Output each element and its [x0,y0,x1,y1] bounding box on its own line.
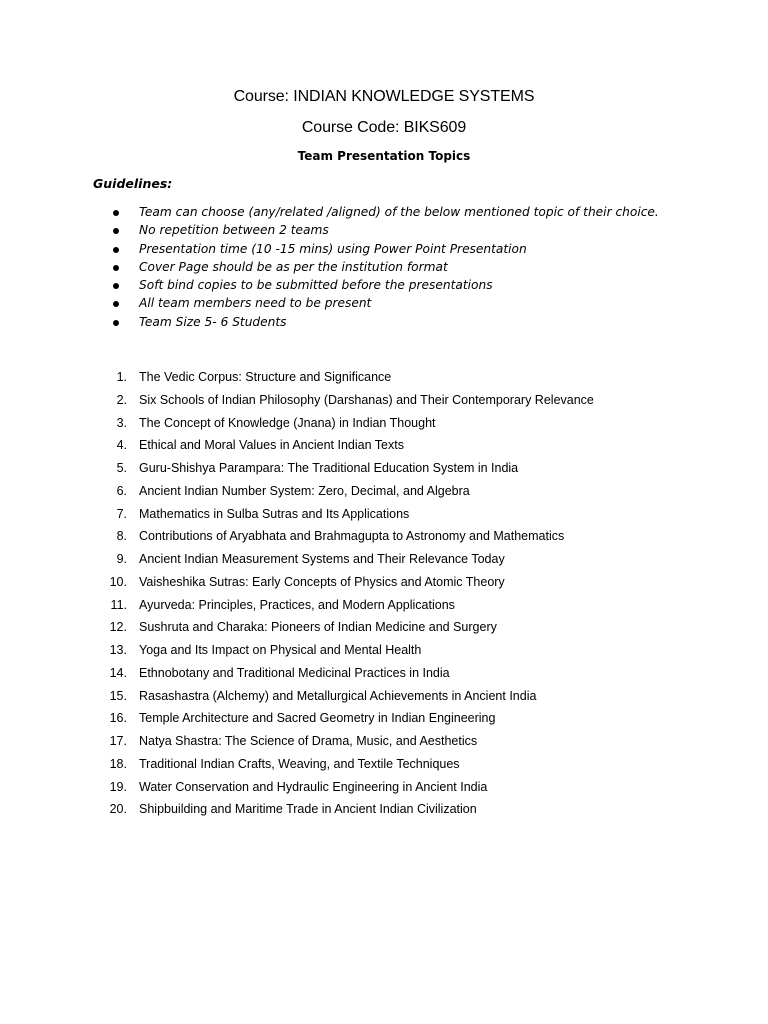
topic-number: 1. [116,370,127,384]
topic-number: 5. [116,461,127,475]
topic-title: Ancient Indian Number System: Zero, Decimal, and Algebra [139,483,470,498]
guideline-text: Team can choose (any/related /aligned) of the below mentioned topic of their choice. [139,205,659,219]
topic-number: 18. [109,756,127,771]
topic-title: Rasashastra (Alchemy) and Metallurgical Achievements in Ancient India [139,688,537,703]
bullet-icon [113,247,119,253]
topic-number: 15. [109,688,127,703]
topic-title: Six Schools of Indian Philosophy (Darshanas) and Their Contemporary Relevance [139,392,594,407]
topic-number: 9. [116,552,127,566]
bullet-icon [113,283,119,289]
guideline-text: Presentation time (10 -15 mins) using Power Point Presentation [139,241,527,256]
topic-number: 12. [109,620,127,635]
guideline-text: No repetition between 2 teams [139,223,329,238]
bullet-icon [113,210,119,216]
topic-number: 3. [116,415,127,430]
course-title: Course: INDIAN KNOWLEDGE SYSTEMS [233,88,535,105]
bullet-icon [113,320,119,326]
topic-title: Ethnobotany and Traditional Medicinal Practices in India [139,665,450,680]
page-subtitle: Team Presentation Topics [297,149,471,163]
bullet-icon [113,228,119,234]
topic-title: The Vedic Corpus: Structure and Significance [139,370,392,384]
topic-number: 4. [116,438,127,453]
topic-title: Mathematics in Sulba Sutras and Its Applications [139,506,410,521]
bullet-icon [113,301,119,307]
topic-title: Vaisheshika Sutras: Early Concepts of Physics and Atomic Theory [139,574,505,589]
topic-title: Yoga and Its Impact on Physical and Mental Health [139,643,422,657]
topic-title: Contributions of Aryabhata and Brahmagupta to Astronomy and Mathematics [139,529,565,544]
topic-number: 20. [109,802,127,817]
guideline-text: Soft bind copies to be submitted before the presentations [139,278,493,293]
topic-title: Natya Shastra: The Science of Drama, Music, and Aesthetics [139,734,478,748]
topic-title: Guru-Shishya Parampara: The Traditional Education System in India [139,461,519,475]
guideline-text: Team Size 5- 6 Students [139,314,287,329]
bullet-icon [113,265,119,271]
topic-number: 14. [109,665,127,680]
topic-number: 17. [109,734,127,748]
guideline-text: All team members need to be present [139,296,372,311]
topic-title: Shipbuilding and Maritime Trade in Ancient Indian Civilization [139,802,477,817]
course-code: Course Code: BIKS609 [301,119,467,136]
topic-title: Traditional Indian Crafts, Weaving, and Textile Techniques [139,756,460,771]
guidelines-heading: Guidelines: [93,176,173,191]
topic-number: 10. [109,574,127,589]
topic-number: 7. [116,506,127,521]
topic-number: 6. [116,483,127,498]
topic-number: 19. [109,779,127,794]
topic-title: Ethical and Moral Values in Ancient Indian Texts [139,438,404,453]
topic-number: 13. [109,643,127,657]
topic-title: Temple Architecture and Sacred Geometry in Indian Engineering [139,711,496,726]
topic-number: 11. [110,597,127,612]
topic-title: Water Conservation and Hydraulic Engineering in Ancient India [139,779,488,794]
topic-number: 2. [116,392,127,407]
guideline-text: Cover Page should be as per the institution format [139,259,448,274]
topic-title: Ayurveda: Principles, Practices, and Modern Applications [139,597,455,612]
topic-title: Sushruta and Charaka: Pioneers of Indian Medicine and Surgery [139,620,497,635]
topic-number: 8. [116,529,127,544]
topic-number: 16. [109,711,127,726]
topic-title: Ancient Indian Measurement Systems and Their Relevance Today [139,552,505,566]
topic-title: The Concept of Knowledge (Jnana) in Indian Thought [139,415,436,430]
